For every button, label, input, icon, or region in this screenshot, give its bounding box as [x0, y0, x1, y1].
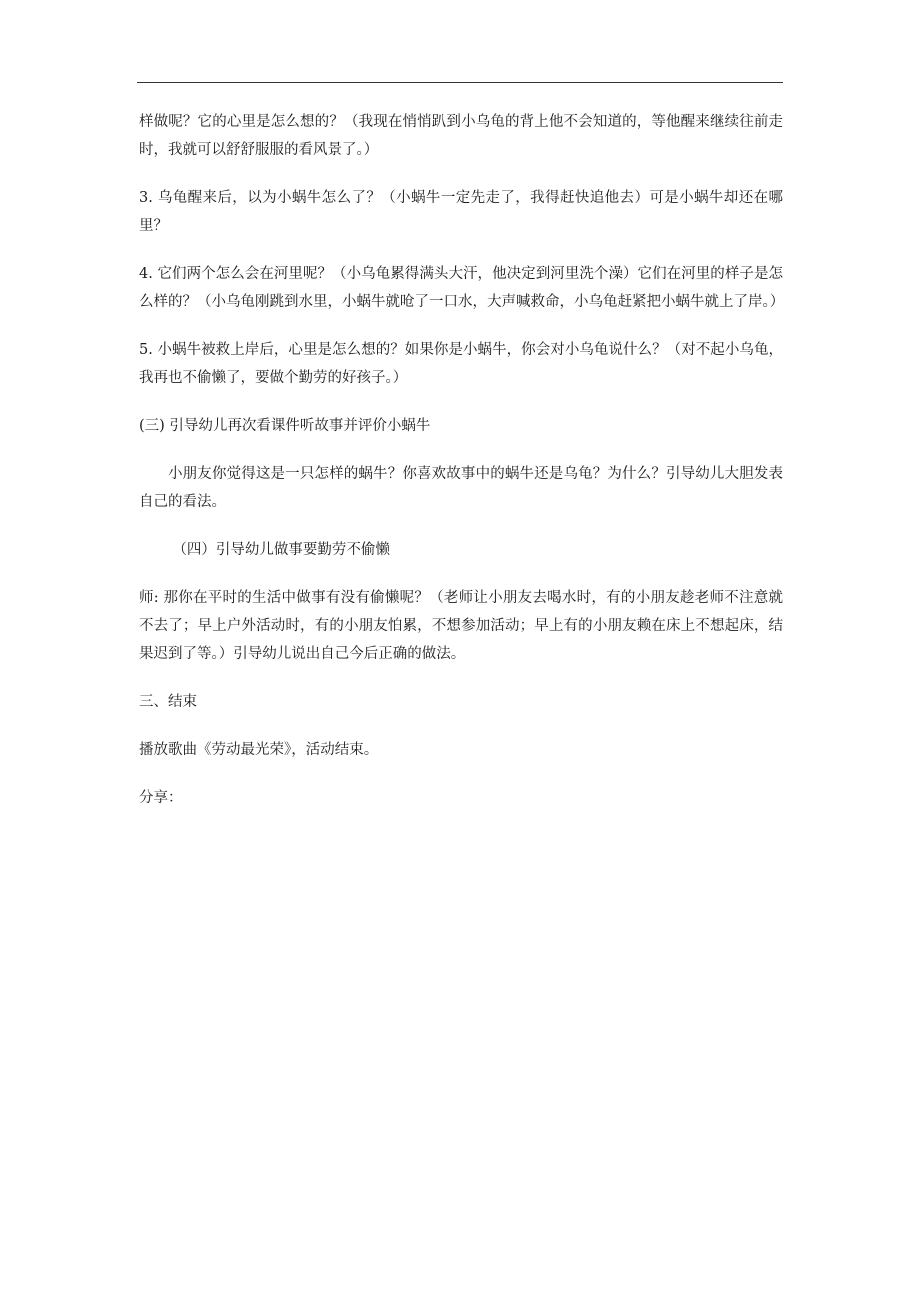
header-rule	[137, 82, 783, 83]
document-body	[139, 108, 783, 832]
paragraph-question-3: 3. 乌龟醒来后，以为小蜗牛怎么了？（小蜗牛一定先走了，我得赶快追他去）可是小蜗牛却还在哪里？	[139, 190, 783, 234]
paragraph-evaluate-snail: 小朋友你觉得这是一只怎样的蜗牛？你喜欢故事中的蜗牛还是乌龟？为什么？引导幼儿大胆发表自己的看法。	[139, 466, 783, 510]
section-heading-3: (三) 引导幼儿再次看课件听故事并评价小蜗牛	[139, 418, 431, 434]
share-label: 分享：	[139, 790, 183, 806]
paragraph-closing: 播放歌曲《劳动最光荣》，活动结束。	[139, 742, 379, 758]
paragraph-question-5: 5. 小蜗牛被救上岸后，心里是怎么想的？如果你是小蜗牛，你会对小乌龟说什么？（对不起小乌龟，我再也不偷懒了，要做个勤劳的好孩子。）	[139, 342, 783, 386]
paragraph-question-4: 4. 它们两个怎么会在河里呢？（小乌龟累得满头大汗，他决定到河里洗个澡）它们在河里的样子是怎么样的？（小乌龟刚跳到水里，小蜗牛就呛了一口水，大声喊救命，小乌龟赶紧把小蜗牛就上了岸。）	[139, 266, 785, 310]
section-heading-end: 三、结束	[139, 694, 197, 710]
paragraph-question-2-continued: 样做呢？它的心里是怎么想的？（我现在悄悄趴到小乌龟的背上他不会知道的，等他醒来继续往前走时，我就可以舒舒服服的看风景了。）	[139, 114, 783, 158]
section-heading-4: （四）引导幼儿做事要勤劳不偷懒	[172, 542, 390, 558]
paragraph-teacher-question: 师: 那你在平时的生活中做事有没有偷懒呢？（老师让小朋友去喝水时，有的小朋友趁老师不注意就不去了；早上户外活动时，有的小朋友怕累，不想参加活动；早上有的小朋友赖在床上不想起床，结果迟到了等。）引导幼儿说出自己今后正确的做法。	[139, 590, 783, 662]
